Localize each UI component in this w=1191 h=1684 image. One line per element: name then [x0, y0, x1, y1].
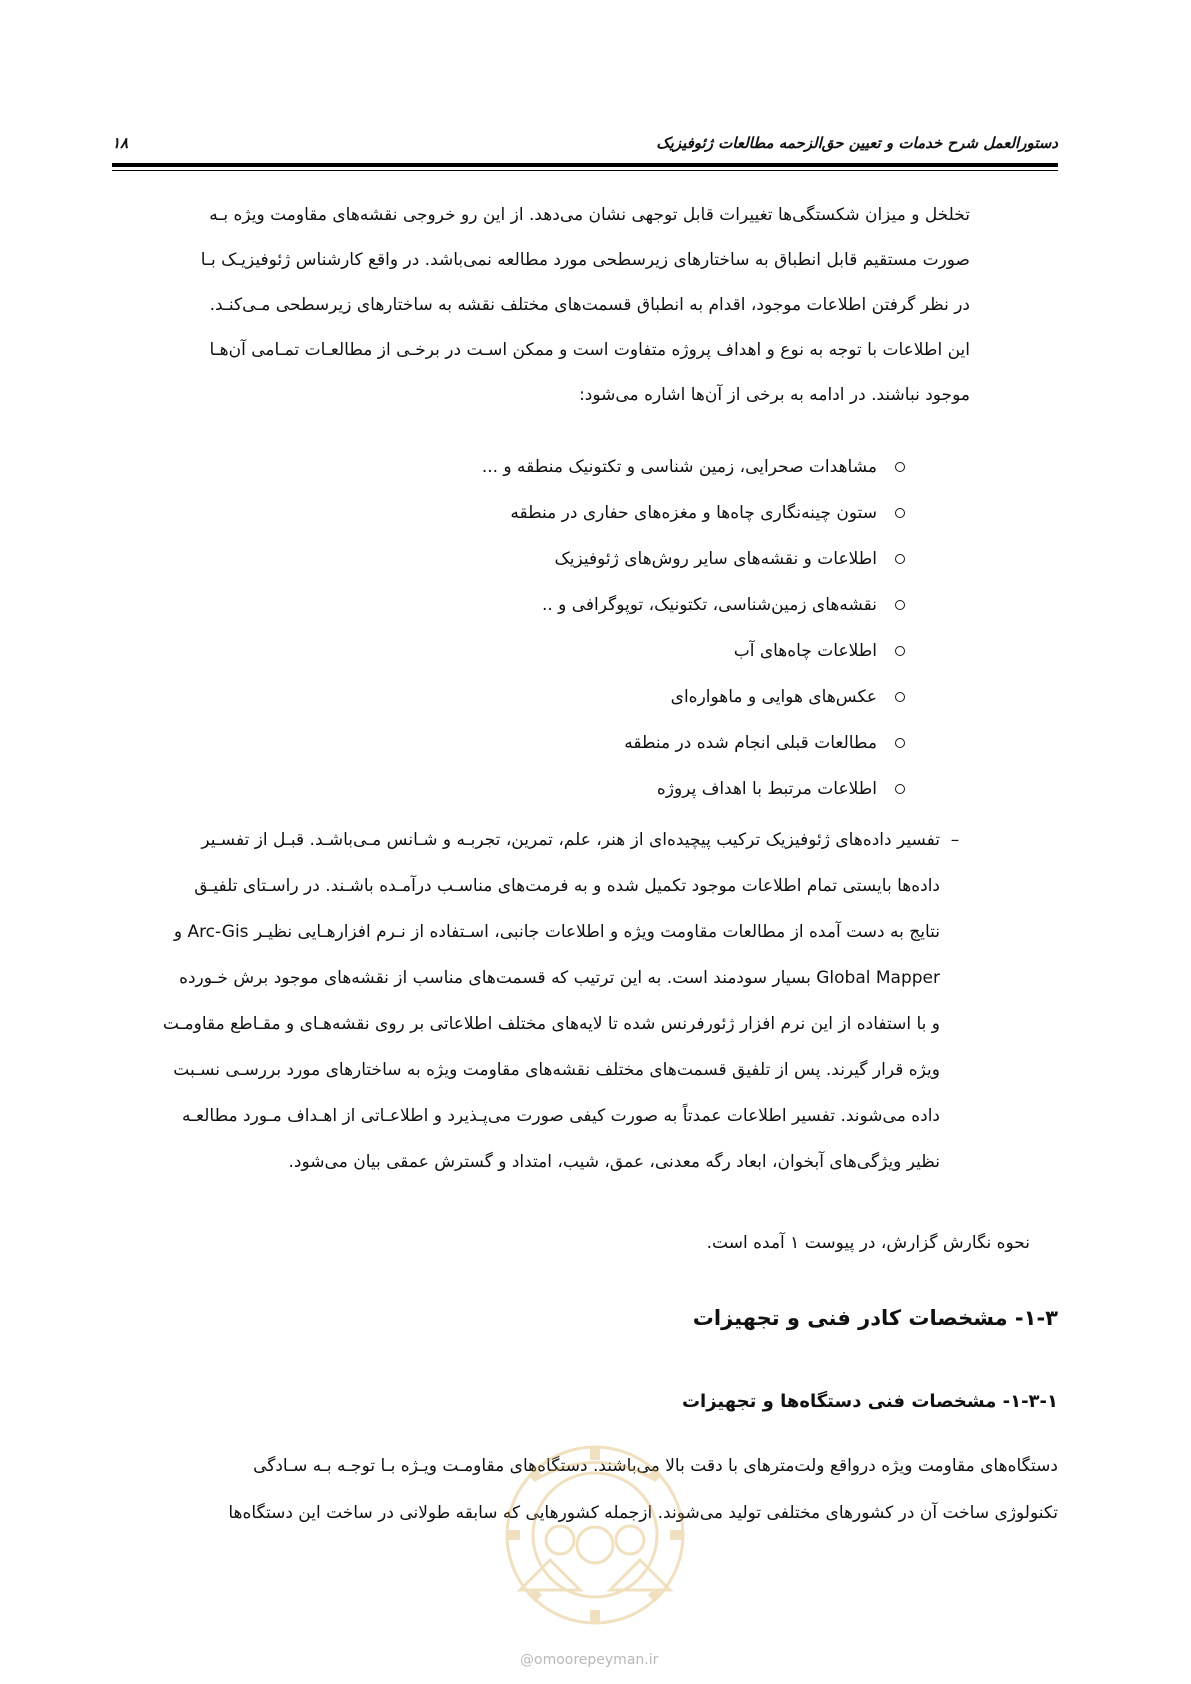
page-header: [112, 130, 1058, 156]
paragraph-line: داده می‌شوند. تفسیر اطلاعات عمدتاً به صورت کیفی صورت می‌پـذیرد و اطلاعـاتی از اهـداف مـورد مطالعـه: [181, 1106, 940, 1126]
list-item: [305, 766, 905, 812]
list-item: [305, 444, 905, 490]
list-item: [305, 628, 905, 674]
paragraph-line: تخلخل و میزان شکستگی‌ها تغییرات قابل توجهی نشان می‌دهد. از این رو خروجی نقشه‌های مقاومت ویژه بـه: [209, 205, 970, 225]
paragraph-line: دستگاه‌های مقاومت ویژه درواقع ولت‌مترهای با دقت بالا می‌باشند. دستگاه‌های مقاومـت ویـژه بـا توجـه بـه سـادگی: [253, 1456, 1058, 1476]
circle-bullet-icon: [895, 554, 905, 564]
page-number: ۱۸: [112, 134, 129, 152]
list-item-text: مطالعات قبلی انجام شده در منطقه: [624, 733, 877, 753]
interpretation-paragraph: [92, 817, 940, 1185]
paragraph-line: تفسیر داده‌های ژئوفیزیک ترکیب پیچیده‌ای از هنر، علم، تمرین، تجربـه و شـانس مـی‌باشـد. قبـل از تفسـیر: [201, 830, 940, 850]
list-item: [305, 674, 905, 720]
paragraph-line: در نظر گرفتن اطلاعات موجود، اقدام به انطباق قسمت‌های مختلف نقشه به ساختارهای زیرسطحی مـی‌کنـد.: [209, 295, 970, 315]
paragraph-line: صورت مستقیم قابل انطباق به ساختارهای زیرسطحی مورد مطالعه نمی‌باشد. در واقع کارشناس ژئوفیزیـک بـا: [200, 250, 970, 270]
list-item-text: عکس‌های هوایی و ماهواره‌ای: [670, 687, 877, 707]
paragraph-line: Global Mapper بسیار سودمند است. به این ترتیب که قسمت‌های مناسب از نقشه‌های موجود برش خـورده: [179, 968, 940, 988]
header-rule-thin: [112, 170, 1058, 171]
paragraph-line: موجود نباشند. در ادامه به برخی از آن‌ها اشاره می‌شود:: [579, 385, 970, 405]
section-heading: ۱-۳- مشخصات کادر فنی و تجهیزات: [692, 1306, 1058, 1330]
subsection-heading: ۱-۳-۱- مشخصات فنی دستگاه‌ها و تجهیزات: [681, 1391, 1058, 1412]
circle-bullet-icon: [895, 784, 905, 794]
list-item-text: اطلاعات چاه‌های آب: [733, 641, 877, 661]
list-item-text: نقشه‌های زمین‌شناسی، تکتونیک، توپوگرافی و ..: [541, 595, 877, 615]
circle-bullet-icon: [895, 600, 905, 610]
circle-bullet-icon: [895, 462, 905, 472]
report-note: نحوه نگارش گزارش، در پیوست ۱ آمده است.: [706, 1233, 1030, 1253]
paragraph-line: و با استفاده از این نرم افزار ژئورفرنس شده تا لایه‌های مختلف اطلاعاتی بر روی نقشه‌هـای و مقـاطع مقاومـت: [162, 1014, 940, 1034]
list-item-text: ستون چینه‌نگاری چاه‌ها و مغزه‌های حفاری در منطقه: [510, 503, 877, 523]
watermark-url: @omoorepeyman.ir: [520, 1652, 659, 1668]
paragraph-line: داده‌ها بایستی تمام اطلاعات موجود تکمیل شده و به فرمت‌های مناسـب درآمـده باشـند. در راسـتای تلفیـق: [194, 876, 940, 896]
intro-paragraph: [112, 193, 970, 418]
paragraph-line: نظیر ویژگی‌های آبخوان، ابعاد رگه معدنی، عمق، شیب، امتداد و گسترش عمقی بیان می‌شود.: [288, 1152, 940, 1172]
dash-bullet-icon: –: [950, 830, 960, 850]
list-item: [305, 720, 905, 766]
circle-bullet-icon: [895, 646, 905, 656]
interpretation-item: [92, 817, 970, 1185]
list-item-text: مشاهدات صحرایی، زمین شناسی و تکتونیک منطقه و ...: [481, 457, 877, 477]
circle-bullet-icon: [895, 508, 905, 518]
paragraph-line: این اطلاعات با توجه به نوع و اهداف پروژه متفاوت است و ممکن اسـت در برخـی از مطالعـات تمـامی آن‌هـا: [209, 340, 970, 360]
list-item: [305, 490, 905, 536]
list-item: [305, 582, 905, 628]
circle-bullet-icon: [895, 692, 905, 702]
list-item-text: اطلاعات و نقشه‌های سایر روش‌های ژئوفیزیک: [554, 549, 877, 569]
list-item-text: اطلاعات مرتبط با اهداف پروژه: [656, 779, 877, 799]
running-title: دستورالعمل شرح خدمات و تعیین حق‌الزحمه مطالعات ژئوفیزیک: [656, 134, 1058, 152]
list-item: [305, 536, 905, 582]
paragraph-line: ویژه قرار گیرند. پس از تلفیق قسمت‌های مختلف نقشه‌های مقاومت ویژه به ساختارهای مورد بررسـی نسـبت: [173, 1060, 940, 1080]
header-rule-thick: [112, 163, 1058, 167]
paragraph-line: تکنولوژی ساخت آن در کشورهای مختلفی تولید می‌شوند. ازجمله کشورهایی که سابقه طولانی در ساخت این دستگاه‌ها: [228, 1503, 1058, 1523]
circle-bullet-icon: [895, 738, 905, 748]
paragraph-line: نتایج به دست آمده از مطالعات مقاومت ویژه و اطلاعات جانبی، اسـتفاده از نـرم افزارهـایی نظیـر Arc-Gis و: [173, 922, 940, 942]
watermark-seal-icon: [500, 1440, 690, 1630]
info-sources-list: [305, 444, 905, 812]
